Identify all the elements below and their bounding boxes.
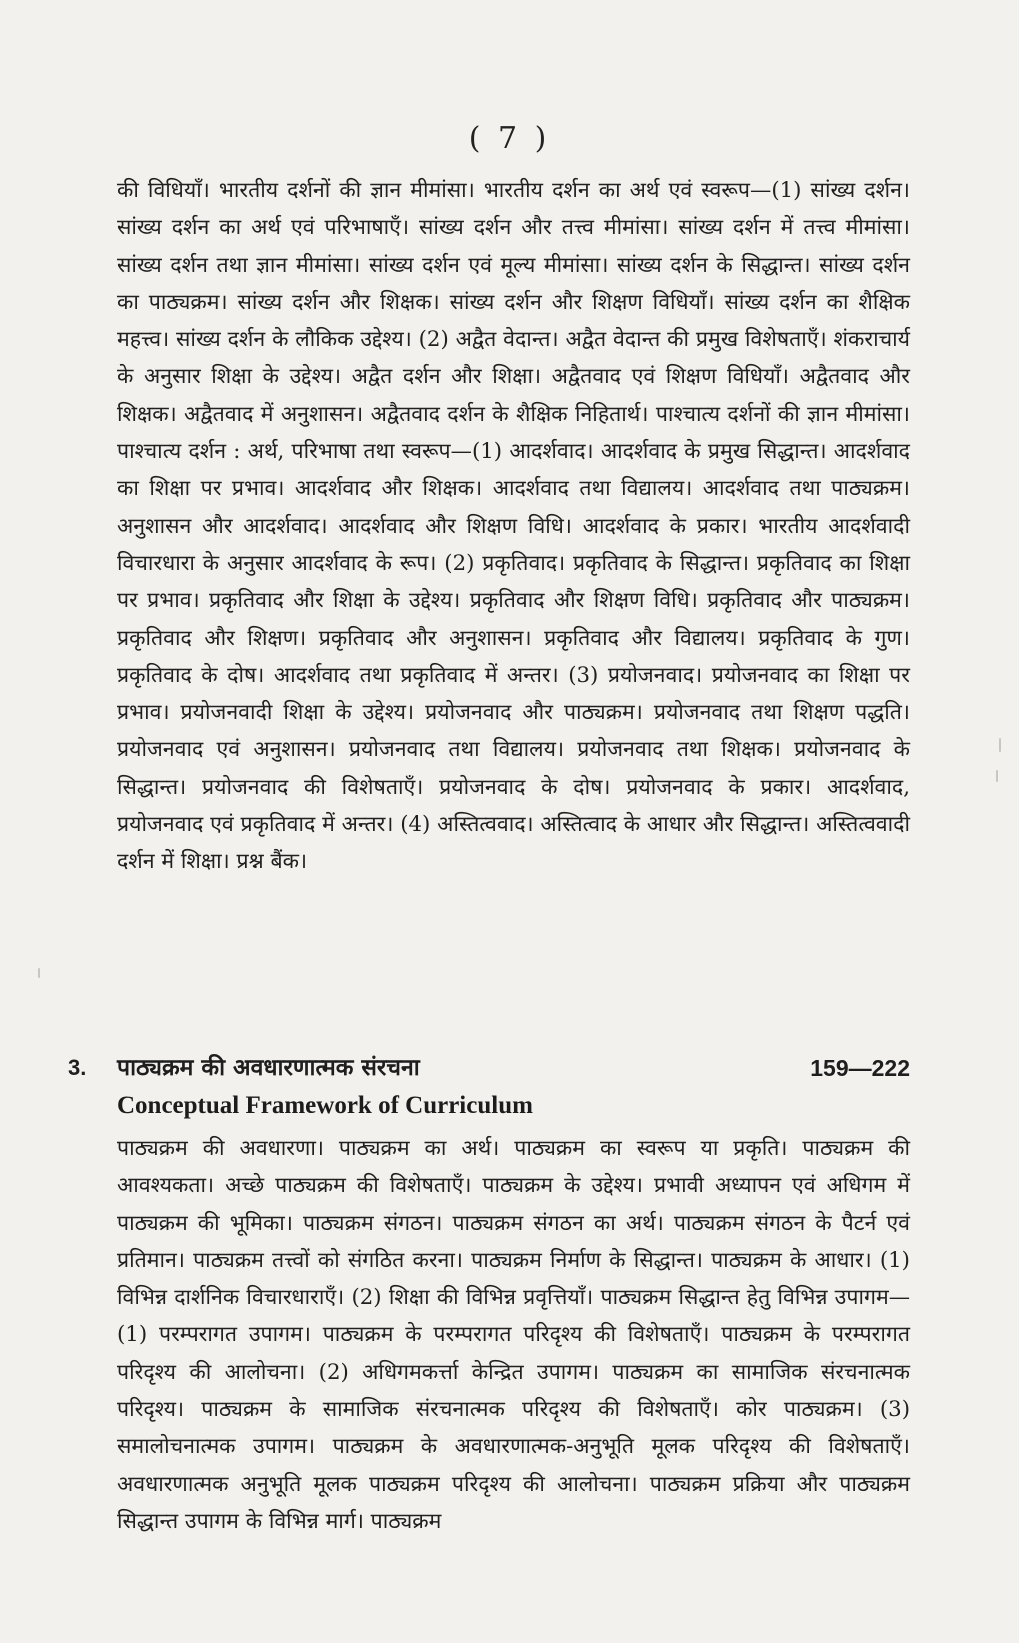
section-title-english: Conceptual Framework of Curriculum xyxy=(117,1092,533,1119)
section-title-hindi: पाठ्यक्रम की अवधारणात्मक संरचना xyxy=(117,1054,420,1081)
section-number: 3. xyxy=(68,1055,87,1080)
scan-speck xyxy=(996,770,998,782)
page-number: ( 7 ) xyxy=(468,121,551,156)
section-3-heading xyxy=(68,1050,910,1086)
section-2-contents-text: की विधियाँ। भारतीय दर्शनों की ज्ञान मीमांसा। भारतीय दर्शन का अर्थ एवं स्वरूप—(1) सांख्य दर्शन। सांख्य दर्शन का अर्थ एवं परिभाषाएँ। सांख्य दर्शन और तत्त्व मीमांसा। सांख्य दर्शन में तत्त्व मीमांसा। सांख्य दर्शन तथा ज्ञान मीमांसा। सांख्य दर्शन एवं मूल्य मीमांसा। सांख्य दर्शन के सिद्धान्त। सांख्य दर्शन का पाठ्यक्रम। सांख्य दर्शन और शिक्षक। सांख्य दर्शन और शिक्षण विधियाँ। सांख्य दर्शन का शैक्षिक महत्त्व। सांख्य दर्शन के लौकिक उद्देश्य। (2) अद्वैत वेदान्त। अद्वैत वेदान्त की प्रमुख विशेषताएँ। शंकराचार्य के अनुसार शिक्षा के उद्देश्य। अद्वैत दर्शन और शिक्षा। अद्वैतवाद एवं शिक्षण विधियाँ। अद्वैतवाद और शिक्षक। अद्वैतवाद में अनुशासन। अद्वैतवाद दर्शन के शैक्षिक निहितार्थ। पाश्चात्य दर्शनों की ज्ञान मीमांसा। पाश्चात्य दर्शन : अर्थ, परिभाषा तथा स्वरूप—(1) आदर्शवाद। आदर्शवाद के प्रमुख सिद्धान्त। आदर्शवाद का शिक्षा पर प्रभाव। आदर्शवाद और शिक्षक। आदर्शवाद तथा विद्यालय। आदर्शवाद तथा पाठ्यक्रम। अनुशासन और आदर्शवाद। आदर्शवाद और शिक्षण विधि। आदर्शवाद के प्रकार। भारतीय आदर्शवादी विचारधारा के अनुसार आदर्शवाद के रूप। (2) प्रकृतिवाद। प्रकृतिवाद के सिद्धान्त। प्रकृतिवाद का शिक्षा पर प्रभाव। प्रकृतिवाद और शिक्षा के उद्देश्य। प्रकृतिवाद और शिक्षण विधि। प्रकृतिवाद और पाठ्यक्रम। प्रकृतिवाद और शिक्षण। प्रकृतिवाद और अनुशासन। प्रकृतिवाद और विद्यालय। प्रकृतिवाद के गुण। प्रकृतिवाद के दोष। आदर्शवाद तथा प्रकृतिवाद में अन्तर। (3) प्रयोजनवाद। प्रयोजनवाद का शिक्षा पर प्रभाव। प्रयोजनवादी शिक्षा के उद्देश्य। प्रयोजनवाद और पाठ्यक्रम। प्रयोजनवाद तथा शिक्षण पद्धति। प्रयोजनवाद एवं अनुशासन। प्रयोजनवाद तथा विद्यालय। प्रयोजनवाद तथा शिक्षक। प्रयोजनवाद के सिद्धान्त। प्रयोजनवाद की विशेषताएँ। प्रयोजनवाद के दोष। प्रयोजनवाद के प्रकार। आदर्शवाद, प्रयोजनवाद एवं प्रकृतिवाद में अन्तर। (4) अस्तित्ववाद। अस्तित्वाद के आधार और सिद्धान्त। अस्तित्ववादी दर्शन में शिक्षा। प्रश्न बैंक। xyxy=(117,178,910,875)
section-3-contents-text: पाठ्यक्रम की अवधारणा। पाठ्यक्रम का अर्थ। पाठ्यक्रम का स्वरूप या प्रकृति। पाठ्यक्रम की आवश्यकता। अच्छे पाठ्यक्रम की विशेषताएँ। पाठ्यक्रम के उद्देश्य। प्रभावी अध्यापन एवं अधिगम में पाठ्यक्रम की भूमिका। पाठ्यक्रम संगठन। पाठ्यक्रम संगठन का अर्थ। पाठ्यक्रम संगठन के पैटर्न एवं प्रतिमान। पाठ्यक्रम तत्त्वों को संगठित करना। पाठ्यक्रम निर्माण के सिद्धान्त। पाठ्यक्रम के आधार। (1) विभिन्न दार्शनिक विचारधाराएँ। (2) शिक्षा की विभिन्न प्रवृत्तियाँ। पाठ्यक्रम सिद्धान्त हेतु विभिन्न उपागम—(1) परम्परागत उपागम। पाठ्यक्रम के परम्परागत परिदृश्य की विशेषताएँ। पाठ्यक्रम के परम्परागत परिदृश्य की आलोचना। (2) अधिगमकर्त्ता केन्द्रित उपागम। पाठ्यक्रम का सामाजिक संरचनात्मक परिदृश्य। पाठ्यक्रम के सामाजिक संरचनात्मक परिदृश्य की विशेषताएँ। कोर पाठ्यक्रम। (3) समालोचनात्मक उपागम। पाठ्यक्रम के अवधारणात्मक-अनुभूति मूलक परिदृश्य की विशेषताएँ। अवधारणात्मक अनुभूति मूलक पाठ्यक्रम परिदृश्य की आलोचना। पाठ्यक्रम प्रक्रिया और पाठ्यक्रम सिद्धान्त उपागम के विभिन्न मार्ग। पाठ्यक्रम xyxy=(117,1136,910,1534)
scan-speck xyxy=(38,968,40,978)
scan-speck xyxy=(999,738,1001,752)
section-page-range: 159—222 xyxy=(810,1055,910,1081)
